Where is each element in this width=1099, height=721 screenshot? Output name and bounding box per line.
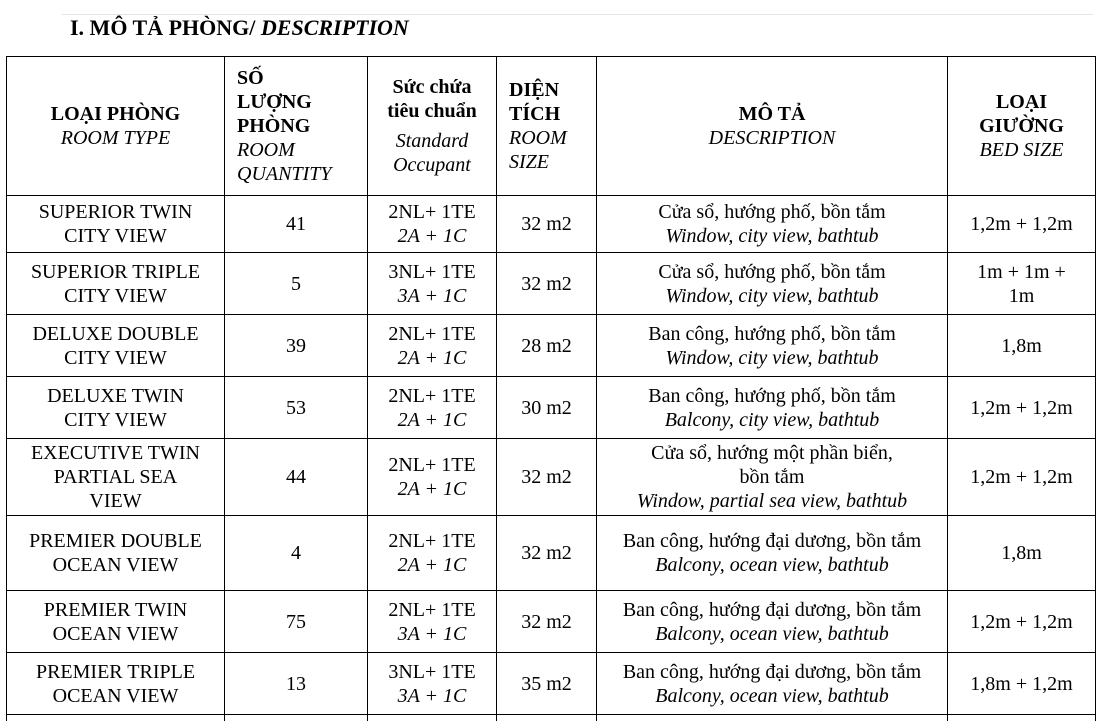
description-cell: Ban công, hướng đại dương, bồn tắm Balcony, ocean view, bathtub (597, 591, 948, 653)
size-cell: 30 m2 (497, 377, 597, 439)
bed-size-cell: 1,2m + 1,2m (948, 196, 1096, 253)
quantity-cell: 39 (225, 315, 368, 377)
col-header-quantity: SỐ LƯỢNG PHÒNG ROOM QUANTITY (225, 57, 368, 196)
heading-vi: I. MÔ TẢ PHÒNG/ (70, 15, 261, 40)
bed-size-cell: 1,2m + 1,2m (948, 439, 1096, 516)
quantity-cell: 41 (225, 196, 368, 253)
room-type-cell: SUPERIOR TRIPLE CITY VIEW (7, 253, 225, 315)
col-header-occupant: Sức chứa tiêu chuẩn Standard Occupant (368, 57, 497, 196)
empty-cell (497, 715, 597, 721)
room-type-cell: SUPERIOR TWIN CITY VIEW (7, 196, 225, 253)
description-cell: Cửa sổ, hướng một phần biển, bồn tắm Window, partial sea view, bathtub (597, 439, 948, 516)
occupant-cell: 2NL+ 1TE 2A + 1C (368, 377, 497, 439)
description-cell: Ban công, hướng phố, bồn tắm Balcony, city view, bathtub (597, 377, 948, 439)
occupant-cell: 2NL+ 1TE 2A + 1C (368, 439, 497, 516)
quantity-cell: 13 (225, 653, 368, 715)
col-header-description: MÔ TẢ DESCRIPTION (597, 57, 948, 196)
size-cell: 32 m2 (497, 516, 597, 591)
size-cell: 32 m2 (497, 591, 597, 653)
quantity-cell: 5 (225, 253, 368, 315)
size-cell: 35 m2 (497, 653, 597, 715)
header-row (7, 57, 1096, 196)
occupant-cell: 2NL+ 1TE 3A + 1C (368, 591, 497, 653)
description-cell: Ban công, hướng phố, bồn tắm Window, city view, bathtub (597, 315, 948, 377)
bed-size-cell: 1m + 1m + 1m (948, 253, 1096, 315)
size-cell: 32 m2 (497, 253, 597, 315)
bed-size-cell: 1,8m (948, 516, 1096, 591)
room-type-cell: DELUXE TWIN CITY VIEW (7, 377, 225, 439)
description-cell: Ban công, hướng đại dương, bồn tắm Balcony, ocean view, bathtub (597, 653, 948, 715)
empty-cell (948, 715, 1096, 721)
empty-cell (597, 715, 948, 721)
heading-en: DESCRIPTION (260, 15, 409, 40)
table-row (7, 315, 1096, 377)
col-header-size: DIỆN TÍCH ROOM SIZE (497, 57, 597, 196)
occupant-cell: 2NL+ 1TE 2A + 1C (368, 315, 497, 377)
table-row (7, 516, 1096, 591)
occupant-cell: 3NL+ 1TE 3A + 1C (368, 653, 497, 715)
occupant-cell: 2NL+ 1TE 2A + 1C (368, 196, 497, 253)
table-row (7, 591, 1096, 653)
room-type-cell: PREMIER TRIPLE OCEAN VIEW (7, 653, 225, 715)
quantity-cell: 75 (225, 591, 368, 653)
description-cell: Cửa sổ, hướng phố, bồn tắm Window, city view, bathtub (597, 253, 948, 315)
size-cell: 32 m2 (497, 439, 597, 516)
bed-size-cell: 1,8m + 1,2m (948, 653, 1096, 715)
table-row (7, 653, 1096, 715)
quantity-cell: 4 (225, 516, 368, 591)
table-row (7, 377, 1096, 439)
bed-size-cell: 1,8m (948, 315, 1096, 377)
room-description-table (6, 56, 1096, 721)
size-cell: 28 m2 (497, 315, 597, 377)
col-header-bed-size: LOẠI GIƯỜNG BED SIZE (948, 57, 1096, 196)
room-type-cell: EXECUTIVE TWIN PARTIAL SEA VIEW (7, 439, 225, 516)
size-cell: 32 m2 (497, 196, 597, 253)
description-cell: Ban công, hướng đại dương, bồn tắm Balcony, ocean view, bathtub (597, 516, 948, 591)
bed-size-cell: 1,2m + 1,2m (948, 591, 1096, 653)
room-type-cell: PREMIER DOUBLE OCEAN VIEW (7, 516, 225, 591)
occupant-cell: 2NL+ 1TE 2A + 1C (368, 516, 497, 591)
table-row (7, 196, 1096, 253)
description-cell: Cửa sổ, hướng phố, bồn tắm Window, city view, bathtub (597, 196, 948, 253)
room-type-cell: PREMIER TWIN OCEAN VIEW (7, 591, 225, 653)
table-row (7, 439, 1096, 516)
empty-cell (7, 715, 225, 721)
quantity-cell: 53 (225, 377, 368, 439)
quantity-cell: 44 (225, 439, 368, 516)
table-row (7, 253, 1096, 315)
bed-size-cell: 1,2m + 1,2m (948, 377, 1096, 439)
empty-cell (225, 715, 368, 721)
section-heading (70, 15, 409, 41)
occupant-cell: 3NL+ 1TE 3A + 1C (368, 253, 497, 315)
empty-cell (368, 715, 497, 721)
col-header-room-type: LOẠI PHÒNG ROOM TYPE (7, 57, 225, 196)
room-type-cell: DELUXE DOUBLE CITY VIEW (7, 315, 225, 377)
table-row-partial (7, 715, 1096, 721)
